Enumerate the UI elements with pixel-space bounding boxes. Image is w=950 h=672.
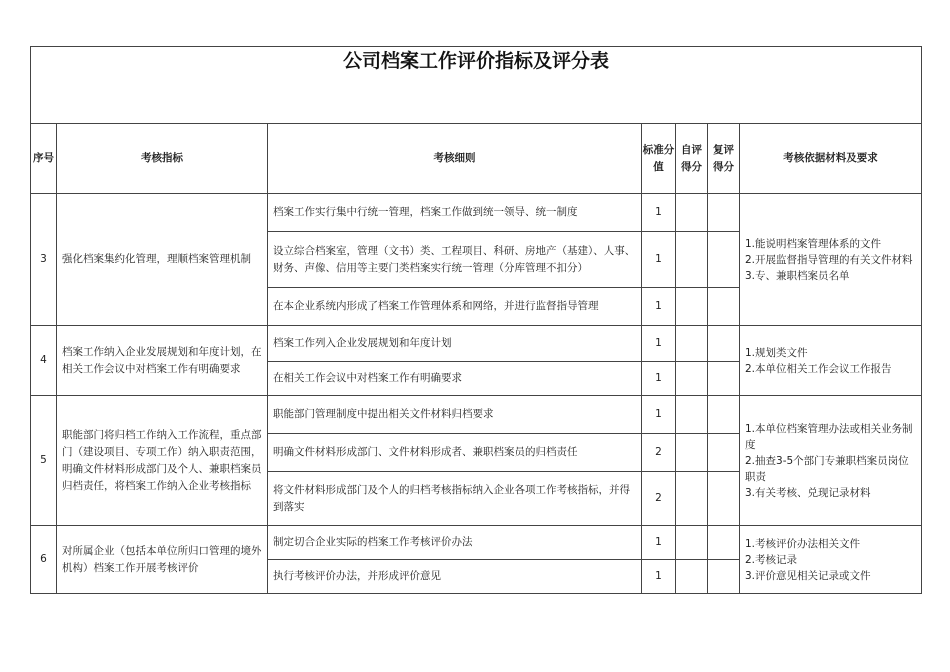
detail-cell: 档案工作实行集中行统一管理，档案工作做到统一领导、统一制度 — [268, 194, 642, 232]
review-score-cell[interactable] — [708, 472, 740, 526]
score-cell: 1 — [642, 560, 676, 594]
detail-cell: 将文件材料形成部门及个人的归档考核指标纳入企业各项工作考核指标，并得到落实 — [268, 472, 642, 526]
self-score-cell[interactable] — [676, 362, 708, 396]
basis-item: 1.规划类文件 — [745, 346, 808, 359]
basis-item: 3.专、兼职档案员名单 — [745, 269, 850, 282]
table-row — [31, 396, 922, 434]
evaluation-table — [30, 46, 922, 594]
self-score-cell[interactable] — [676, 434, 708, 472]
basis-item: 2.本单位相关工作会议工作报告 — [745, 362, 892, 375]
score-cell: 2 — [642, 434, 676, 472]
header-basis: 考核依据材料及要求 — [740, 124, 922, 194]
table-row — [31, 194, 922, 232]
seq-cell: 5 — [31, 396, 57, 526]
indicator-cell: 档案工作纳入企业发展规划和年度计划，在相关工作会议中对档案工作有明确要求 — [57, 326, 268, 396]
title-cell — [31, 47, 922, 124]
table-row — [31, 526, 922, 560]
indicator-cell: 强化档案集约化管理，理顺档案管理机制 — [57, 194, 268, 326]
detail-cell: 在本企业系统内形成了档案工作管理体系和网络，并进行监督指导管理 — [268, 288, 642, 326]
seq-cell: 3 — [31, 194, 57, 326]
table-row — [31, 326, 922, 362]
self-score-cell[interactable] — [676, 526, 708, 560]
basis-item: 2.考核记录 — [745, 553, 798, 566]
basis-cell — [740, 326, 922, 396]
review-score-cell[interactable] — [708, 560, 740, 594]
header-review: 复评得分 — [708, 124, 740, 194]
detail-cell: 档案工作列入企业发展规划和年度计划 — [268, 326, 642, 362]
review-score-cell[interactable] — [708, 362, 740, 396]
score-cell: 2 — [642, 472, 676, 526]
title-row — [31, 47, 922, 124]
basis-item: 2.开展监督指导管理的有关文件材料 — [745, 253, 913, 266]
score-cell: 1 — [642, 326, 676, 362]
basis-cell — [740, 396, 922, 526]
basis-item: 3.评价意见相关记录或文件 — [745, 569, 871, 582]
basis-item: 1.本单位档案管理办法或相关业务制度 — [745, 422, 913, 451]
seq-cell: 6 — [31, 526, 57, 594]
header-standard: 标准分值 — [642, 124, 676, 194]
self-score-cell[interactable] — [676, 560, 708, 594]
self-score-cell[interactable] — [676, 472, 708, 526]
score-cell: 1 — [642, 232, 676, 288]
basis-cell — [740, 526, 922, 594]
basis-item: 1.考核评价办法相关文件 — [745, 537, 861, 550]
detail-cell: 制定切合企业实际的档案工作考核评价办法 — [268, 526, 642, 560]
score-cell: 1 — [642, 362, 676, 396]
page-title: 公司档案工作评价指标及评分表 — [343, 50, 610, 72]
basis-item: 3.有关考核、兑现记录材料 — [745, 486, 871, 499]
review-score-cell[interactable] — [708, 194, 740, 232]
seq-cell: 4 — [31, 326, 57, 396]
detail-cell: 设立综合档案室，管理（文书）类、工程项目、科研、房地产（基建）、人事、财务、声像、信用等主要门类档案实行统一管理（分库管理不扣分） — [268, 232, 642, 288]
self-score-cell[interactable] — [676, 326, 708, 362]
basis-cell — [740, 194, 922, 326]
indicator-cell: 对所属企业（包括本单位所归口管理的境外机构）档案工作开展考核评价 — [57, 526, 268, 594]
header-detail: 考核细则 — [268, 124, 642, 194]
self-score-cell[interactable] — [676, 396, 708, 434]
basis-item: 2.抽查3-5个部门专兼职档案员岗位职责 — [745, 454, 909, 483]
score-cell: 1 — [642, 526, 676, 560]
score-cell: 1 — [642, 194, 676, 232]
review-score-cell[interactable] — [708, 288, 740, 326]
indicator-cell: 职能部门将归档工作纳入工作流程，重点部门（建设项目、专项工作）纳入职责范围，明确文件材料形成部门及个人、兼职档案员归档责任，将档案工作纳入企业考核指标 — [57, 396, 268, 526]
self-score-cell[interactable] — [676, 194, 708, 232]
detail-cell: 明确文件材料形成部门、文件材料形成者、兼职档案员的归档责任 — [268, 434, 642, 472]
header-row — [31, 124, 922, 194]
header-indicator: 考核指标 — [57, 124, 268, 194]
header-seq: 序号 — [31, 124, 57, 194]
basis-item: 1.能说明档案管理体系的文件 — [745, 237, 882, 250]
review-score-cell[interactable] — [708, 526, 740, 560]
detail-cell: 职能部门管理制度中提出相关文件材料归档要求 — [268, 396, 642, 434]
detail-cell: 执行考核评价办法，并形成评价意见 — [268, 560, 642, 594]
score-cell: 1 — [642, 396, 676, 434]
score-cell: 1 — [642, 288, 676, 326]
detail-cell: 在相关工作会议中对档案工作有明确要求 — [268, 362, 642, 396]
review-score-cell[interactable] — [708, 396, 740, 434]
header-self: 自评得分 — [676, 124, 708, 194]
review-score-cell[interactable] — [708, 434, 740, 472]
review-score-cell[interactable] — [708, 232, 740, 288]
self-score-cell[interactable] — [676, 288, 708, 326]
review-score-cell[interactable] — [708, 326, 740, 362]
self-score-cell[interactable] — [676, 232, 708, 288]
